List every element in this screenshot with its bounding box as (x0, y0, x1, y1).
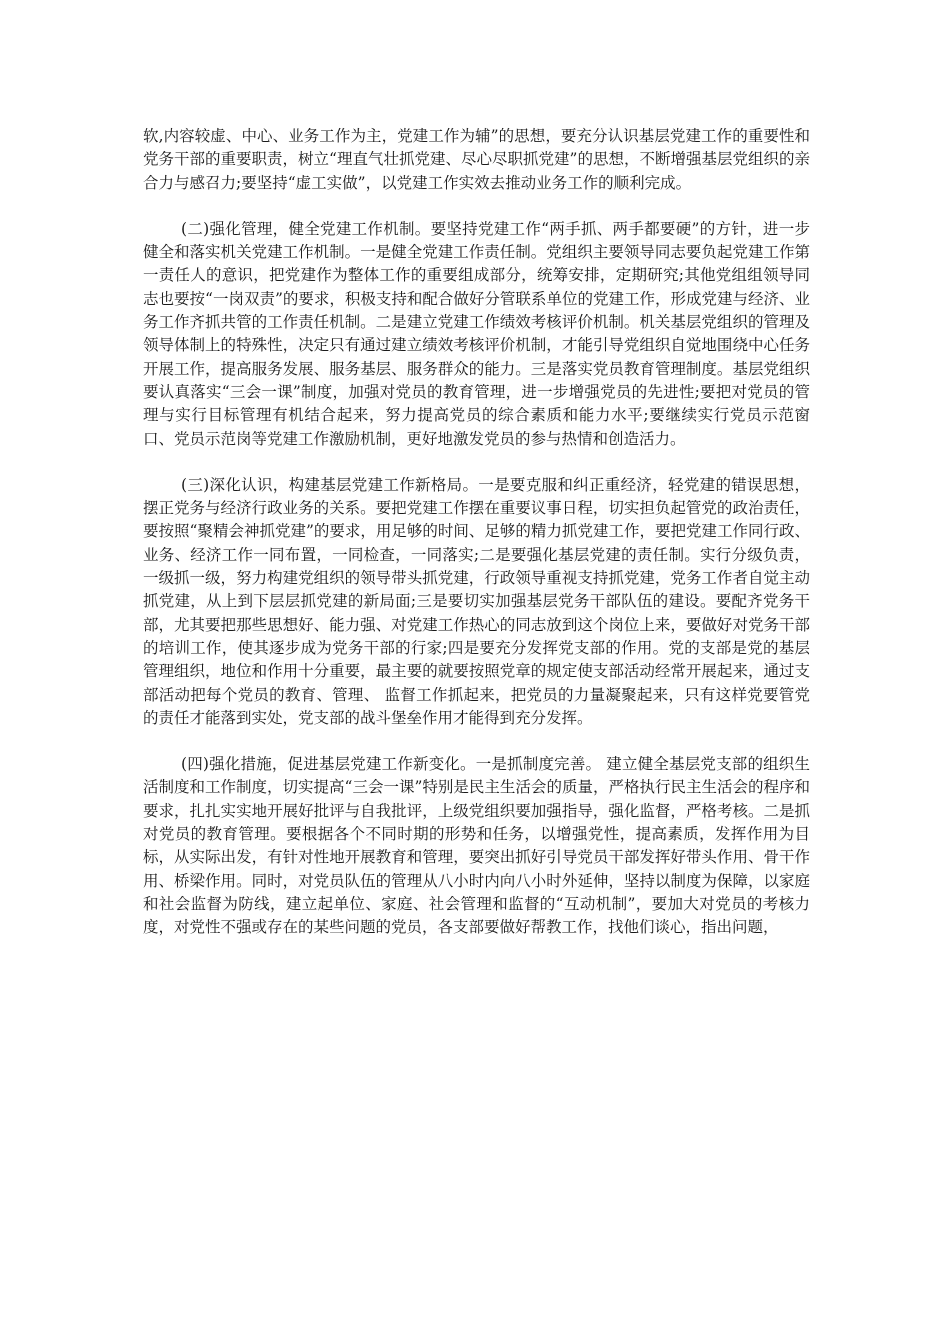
paragraph-section-4: (四)强化措施，促进基层党建工作新变化。一是抓制度完善。 建立健全基层党支部的组织生活制度和工作制度，切实提高“三会一课”特别是民主生活会的质量，严格执行民主生活会的程序和要求，扎扎实实地开展好批评与自我批评，上级党组织要加强指导，强化监督，严格考核。二是抓对党员的教育管理。要根据各个不同时期的形势和任务，以增强党性，提高素质，发挥作用为目标，从实际出发，有针对性地开展教育和管理，要突出抓好引导党员干部发挥好带头作用、骨干作用、桥梁作用。同时，对党员队伍的管理从八小时内向八小时外延伸，坚持以制度为保障，以家庭和社会监督为防线，建立起单位、家庭、社会管理和监督的“互动机制”，要加大对党员的考核力度，对党性不强或存在的某些问题的党员，各支部要做好帮教工作，找他们谈心，指出问题， (143, 755, 810, 937)
paragraph-continuation: 软,内容较虚、中心、业务工作为主，党建工作为辅”的思想，要充分认识基层党建工作的重要性和党务干部的重要职责，树立“理直气壮抓党建、尽心尽职抓党建”的思想，不断增强基层党组织的亲合力与感召力;要坚持“虚工实做”，以党建工作实效去推动业务工作的顺利完成。 (143, 127, 810, 192)
document-body (143, 125, 810, 940)
paragraph-section-2: (二)强化管理，健全党建工作机制。要坚持党建工作“两手抓、两手都要硬”的方针，进一步健全和落实机关党建工作机制。一是健全党建工作责任制。党组织主要领导同志要负起党建工作第一责任人的意识，把党建作为整体工作的重要组成部分，统筹安排，定期研究;其他党组组领导同志也要按“一岗双责”的要求，积极支持和配合做好分管联系单位的党建工作，形成党建与经济、业务工作齐抓共管的工作责任机制。二是建立党建工作绩效考核评价机制。机关基层党组织的管理及领导体制上的特殊性，决定只有通过建立绩效考核评价机制，才能引导党组织自觉地围绕中心任务开展工作，提高服务发展、服务基层、服务群众的能力。三是落实党员教育管理制度。基层党组织要认真落实“三会一课”制度，加强对党员的教育管理，进一步增强党员的先进性;要把对党员的管理与实行目标管理有机结合起来，努力提高党员的综合素质和能力水平;要继续实行党员示范窗口、党员示范岗等党建工作激励机制，更好地激发党员的参与热情和创造活力。 (143, 219, 810, 448)
paragraph-section-3: (三)深化认识，构建基层党建工作新格局。一是要克服和纠正重经济，轻党建的错误思想，摆正党务与经济行政业务的关系。要把党建工作摆在重要议事日程，切实担负起管党的政治责任，要按照“聚精会神抓党建”的要求，用足够的时间、足够的精力抓党建工作，要把党建工作同行政、业务、经济工作一同布置，一同检查，一同落实;二是要强化基层党建的责任制。实行分级负责，一级抓一级，努力构建党组织的领导带头抓党建，行政领导重视支持抓党建，党务工作者自觉主动抓党建，从上到下层层抓党建的新局面;三是要切实加强基层党务干部队伍的建设。要配齐党务干部，尤其要把那些思想好、能力强、对党建工作热心的同志放到这个岗位上来，要做好对党务干部的培训工作，使其逐步成为党务干部的行家;四是要充分发挥党支部的作用。党的支部是党的基层管理组织，地位和作用十分重要，最主要的就要按照党章的规定使支部活动经常开展起来，通过支部活动把每个党员的教育、管理、 监督工作抓起来，把党员的力量凝聚起来，只有这样党要管党的责任才能落到实处，党支部的战斗堡垒作用才能得到充分发挥。 (143, 475, 810, 727)
